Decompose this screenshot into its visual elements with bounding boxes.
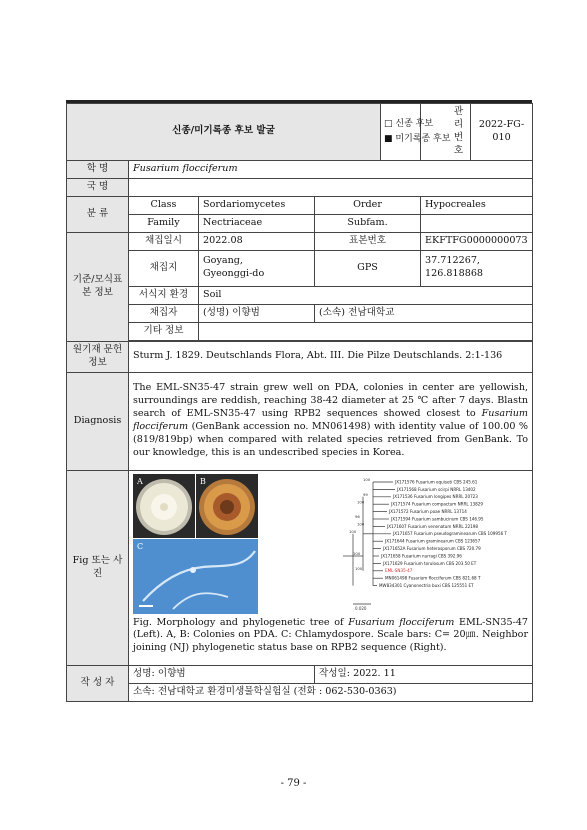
tree-taxon-label: JX171644 Fusarium graminearum CBS 123657	[385, 538, 481, 544]
tree-taxon-label: JX171572 Fusarium poae NRRL 13714	[389, 508, 467, 514]
tree-taxon-label: JX171536 Fusarium longipes NRRL 20723	[393, 493, 478, 499]
other-info-value	[199, 322, 533, 340]
collection-date-label: 채집일시	[129, 232, 199, 250]
chlamydospore-micrograph	[133, 539, 258, 614]
figure-label: Fig 또는 사진	[67, 470, 129, 665]
bootstrap-value: 100	[357, 498, 365, 504]
collection-site-label: 채집지	[129, 250, 199, 286]
bootstrap-value: 100	[357, 521, 365, 527]
family-label: Family	[129, 214, 199, 232]
habitat-label: 서식지 환경	[129, 286, 199, 304]
colony-plate-b-photo	[196, 474, 258, 538]
tree-taxon-label: JX171594 Fusarium sambucinum CBS 146.95	[391, 515, 484, 521]
class-value: Sordariomycetes	[199, 196, 315, 214]
tree-taxon-label: JX171658 Fusarium nurragi CBS 392.96	[381, 552, 462, 558]
candidate-species-form	[66, 103, 533, 702]
author-label: 작 성 자	[67, 665, 129, 701]
collection-site-value	[199, 250, 315, 286]
panel-a-label: A	[137, 476, 143, 486]
collector-label: 채집자	[129, 304, 199, 322]
candidate-type	[381, 104, 451, 161]
panel-b-label: B	[200, 476, 206, 486]
korean-name-label: 국 명	[67, 178, 129, 196]
tree-taxon-label: JX171629 Fusarium torulosum CBS 203.50 ET	[383, 560, 477, 566]
tree-taxon-label: JX171652A Fusarium heterosporum CBS 720.79	[383, 545, 481, 551]
phylogenetic-tree	[333, 476, 523, 612]
habitat-value: Soil	[199, 286, 533, 304]
form-title: 신종/미기록종 후보 발굴	[67, 104, 381, 161]
specimen-no-value: EKFTFG0000000073	[421, 232, 533, 250]
author-affiliation: 소속: 전남대학교 환경미생물학실험실 (전화 : 062-530-0363)	[129, 683, 533, 701]
diagnosis-text-part-1: The EML-SN35-47 strain grew well on PDA, colonies in center are yellowish, surroundings are reddish, reaching 38-42 diameter at 25 ℃ after 7 days. Blastn search of EML-SN35-47 using RPB2 sequences showed closest to	[133, 382, 529, 420]
korean-name-value	[129, 178, 533, 196]
author-date: 작성일: 2022. 11	[315, 665, 533, 683]
mgmt-value: 2022-FG-010	[471, 104, 533, 161]
family-value: Nectriaceae	[199, 214, 315, 232]
scale-label: 0.020	[355, 605, 367, 611]
diagnosis-label: Diagnosis	[67, 372, 129, 470]
type-specimen-label: 기준/모식표 본 정보	[67, 232, 129, 341]
tree-taxon-label: MN061498 Fusarium flocciferum CBS 821.68 T	[385, 575, 481, 581]
diagnosis-text-part-2: (GenBank accession no. MN061498) with identity value of 100.00 % (819/819bp) when compared with related species retrieved from GenBank. To our knowledge, this is an undescribed species in Korea.	[133, 421, 529, 458]
figure-images	[133, 474, 528, 614]
collection-site-line-2: Gyeonggi-do	[203, 268, 265, 280]
collector-value: (성명) 이향범	[199, 304, 315, 322]
literature-label: 원기재 문헌 정보	[67, 341, 129, 372]
mgmt-label: 관리번호	[453, 106, 464, 156]
author-name: 성명: 이향범	[129, 665, 315, 683]
bootstrap-value: 100	[353, 550, 361, 556]
diagnosis-species: Fusarium flocciferum	[133, 408, 529, 432]
mgmt-label-cell	[421, 104, 471, 161]
bootstrap-value: 99	[363, 491, 368, 497]
collection-date-value: 2022.08	[199, 232, 315, 250]
gps-value: 37.712267, 126.818868	[421, 250, 533, 286]
diagnosis-text	[129, 372, 533, 470]
scientific-name-label: 학 명	[67, 160, 129, 178]
order-label: Order	[315, 196, 421, 214]
option-new-species: □ 신종 후보	[384, 118, 434, 129]
specimen-no-label: 표본번호	[315, 232, 421, 250]
classification-label: 분 류	[67, 196, 129, 232]
page-number: - 79 -	[280, 778, 307, 789]
figure-cell	[129, 470, 533, 665]
panel-c-label: C	[137, 541, 144, 551]
bootstrap-value: 100	[355, 565, 363, 571]
bootstrap-value: 96	[355, 513, 360, 519]
caption-species: Fusarium flocciferum	[348, 616, 455, 628]
scientific-name-value: Fusarium flocciferum	[129, 160, 533, 178]
subfam-value	[421, 214, 533, 232]
tree-taxon-label: JX171607 Fusarium venenatum NRRL 22198	[387, 523, 479, 529]
tree-taxon-label: JX171657 Fusarium pseudograminearum CBS 109956 T	[393, 530, 507, 536]
tree-taxon-label: JX171574 Fusarium compactum NRRL 13829	[391, 501, 483, 507]
bootstrap-value: 100	[363, 476, 371, 482]
subfam-label: Subfam.	[315, 214, 421, 232]
tree-taxon-label: EML-SN35-47	[385, 567, 413, 573]
option-unrecorded-species: ■ 미기록종 후보	[384, 133, 451, 144]
caption-part-2: EML-SN35-47 (Left). A, B: Colonies on PDA. C: Chlamydospore. Scale bars: C= 20㎛. Neighbor joining (NJ) phylogenetic status base on RPB2 sequence (Right).	[133, 616, 529, 654]
other-info-label: 기타 정보	[129, 322, 199, 340]
tree-taxon-label: JX171576 Fusarium equiseti CBS 245.61	[395, 478, 478, 484]
tree-taxon-label: JX171568 Fusarium scirpi NRRL 13402	[397, 486, 476, 492]
bootstrap-value: 100	[349, 528, 357, 534]
collection-site-line-1: Goyang,	[203, 255, 243, 267]
caption-part-1: Fig. Morphology and phylogenetic tree of	[133, 616, 349, 628]
class-label: Class	[129, 196, 199, 214]
collector-affiliation: (소속) 전남대학교	[315, 304, 533, 322]
colony-plate-a-photo	[133, 474, 195, 538]
literature-value: Sturm J. 1829. Deutschlands Flora, Abt. III. Die Pilze Deutschlands. 2:1-136	[129, 341, 533, 372]
figure-caption	[133, 617, 528, 656]
order-value: Hypocreales	[421, 196, 533, 214]
tree-taxon-label: MW834301 Cyanonectria buxi CBS 125551 ET	[379, 582, 474, 588]
gps-label: GPS	[315, 250, 421, 286]
